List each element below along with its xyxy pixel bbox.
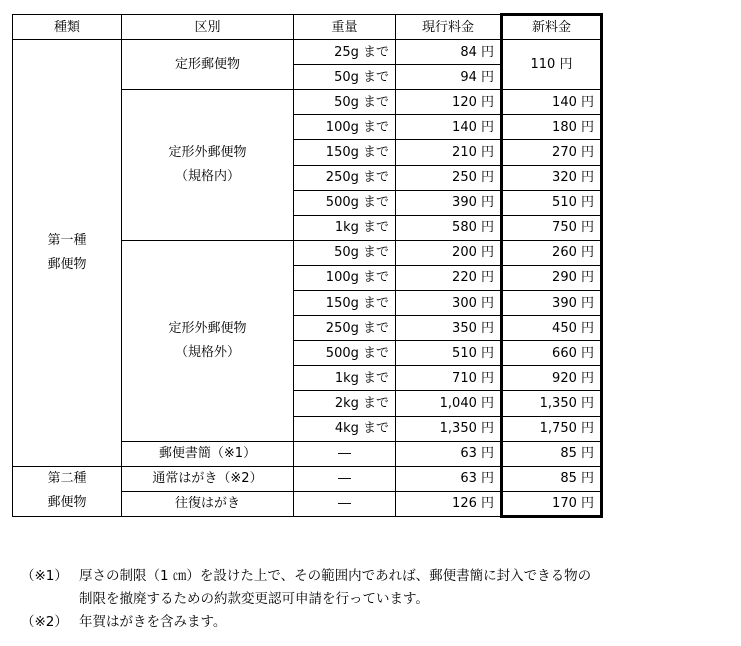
current-rate-cell: 120 円 xyxy=(396,90,502,115)
new-rate-cell: 140 円 xyxy=(502,90,602,115)
footnote-text: 年賀はがきを含みます。 xyxy=(79,614,227,630)
new-rate-cell: 450 円 xyxy=(502,316,602,341)
new-rate-cell: 260 円 xyxy=(502,240,602,265)
weight-cell: 4kg まで xyxy=(294,416,396,441)
current-rate-cell: 84 円 xyxy=(396,40,502,65)
second-class-label: 第二種 郵便物 xyxy=(13,466,122,516)
weight-cell: 150g まで xyxy=(294,140,396,165)
weight-cell: 250g まで xyxy=(294,165,396,190)
new-rate-cell: 920 円 xyxy=(502,366,602,391)
current-rate-cell: 63 円 xyxy=(396,466,502,491)
current-rate-cell: 126 円 xyxy=(396,491,502,516)
weight-cell: 50g まで xyxy=(294,90,396,115)
header-current-rate: 現行料金 xyxy=(396,15,502,40)
postcard-label: 通常はがき（※2） xyxy=(122,466,294,491)
current-rate-cell: 250 円 xyxy=(396,165,502,190)
header-category: 区別 xyxy=(122,15,294,40)
weight-cell: ― xyxy=(294,491,396,516)
footnote-mark: （※1） xyxy=(21,568,68,584)
current-rate-cell: 140 円 xyxy=(396,115,502,140)
table-row xyxy=(13,466,602,491)
weight-cell: 100g まで xyxy=(294,265,396,290)
footnotes xyxy=(21,565,591,634)
new-rate-cell: 660 円 xyxy=(502,341,602,366)
current-rate-cell: 580 円 xyxy=(396,215,502,240)
footnote-text: 厚さの制限（1 ㎝）を設けた上で、その範囲内であれば、郵便書簡に封入できる物の xyxy=(79,568,592,584)
weight-cell: 100g まで xyxy=(294,115,396,140)
weight-cell: 500g まで xyxy=(294,190,396,215)
current-rate-cell: 510 円 xyxy=(396,341,502,366)
new-rate-cell: 85 円 xyxy=(502,466,602,491)
reply-postcard-label: 往復はがき xyxy=(122,491,294,516)
nonstandard-within-label: 定形外郵便物 （規格内） xyxy=(122,90,294,241)
current-rate-cell: 350 円 xyxy=(396,316,502,341)
weight-cell: 2kg まで xyxy=(294,391,396,416)
current-rate-cell: 210 円 xyxy=(396,140,502,165)
weight-cell: 500g まで xyxy=(294,341,396,366)
new-rate-cell: 510 円 xyxy=(502,190,602,215)
weight-cell: 1kg まで xyxy=(294,366,396,391)
new-rate-cell: 320 円 xyxy=(502,165,602,190)
standard-mail-label: 定形郵便物 xyxy=(122,40,294,90)
first-class-label: 第一種 郵便物 xyxy=(13,40,122,467)
weight-cell: 150g まで xyxy=(294,291,396,316)
table-row xyxy=(13,40,602,65)
header-type: 種類 xyxy=(13,15,122,40)
new-rate-cell: 270 円 xyxy=(502,140,602,165)
new-rate-cell: 85 円 xyxy=(502,441,602,466)
postal-rate-table xyxy=(12,13,603,518)
weight-cell: ― xyxy=(294,441,396,466)
new-rate-cell: 1,750 円 xyxy=(502,416,602,441)
weight-cell: 250g まで xyxy=(294,316,396,341)
header-weight: 重量 xyxy=(294,15,396,40)
nonstandard-outside-label: 定形外郵便物 （規格外） xyxy=(122,240,294,441)
weight-cell: 50g まで xyxy=(294,240,396,265)
weight-cell: 25g まで xyxy=(294,40,396,65)
current-rate-cell: 390 円 xyxy=(396,190,502,215)
current-rate-cell: 1,350 円 xyxy=(396,416,502,441)
new-rate-cell: 170 円 xyxy=(502,491,602,516)
current-rate-cell: 63 円 xyxy=(396,441,502,466)
new-rate-cell: 1,350 円 xyxy=(502,391,602,416)
new-rate-cell: 750 円 xyxy=(502,215,602,240)
header-new-rate: 新料金 xyxy=(502,15,602,40)
new-rate-cell: 290 円 xyxy=(502,265,602,290)
footnote-text-continued: 制限を撤廃するための約款変更認可申請を行っています。 xyxy=(79,591,429,607)
weight-cell: ― xyxy=(294,466,396,491)
current-rate-cell: 300 円 xyxy=(396,291,502,316)
weight-cell: 50g まで xyxy=(294,65,396,90)
current-rate-cell: 1,040 円 xyxy=(396,391,502,416)
current-rate-cell: 220 円 xyxy=(396,265,502,290)
footnote-1 xyxy=(21,565,591,588)
new-rate-cell: 390 円 xyxy=(502,291,602,316)
letter-pack-label: 郵便書簡（※1） xyxy=(122,441,294,466)
new-rate-cell: 110 円 xyxy=(502,40,602,90)
current-rate-cell: 200 円 xyxy=(396,240,502,265)
current-rate-cell: 94 円 xyxy=(396,65,502,90)
new-rate-cell: 180 円 xyxy=(502,115,602,140)
weight-cell: 1kg まで xyxy=(294,215,396,240)
header-row xyxy=(13,15,602,40)
current-rate-cell: 710 円 xyxy=(396,366,502,391)
footnote-2 xyxy=(21,611,591,634)
footnote-mark: （※2） xyxy=(21,614,68,630)
